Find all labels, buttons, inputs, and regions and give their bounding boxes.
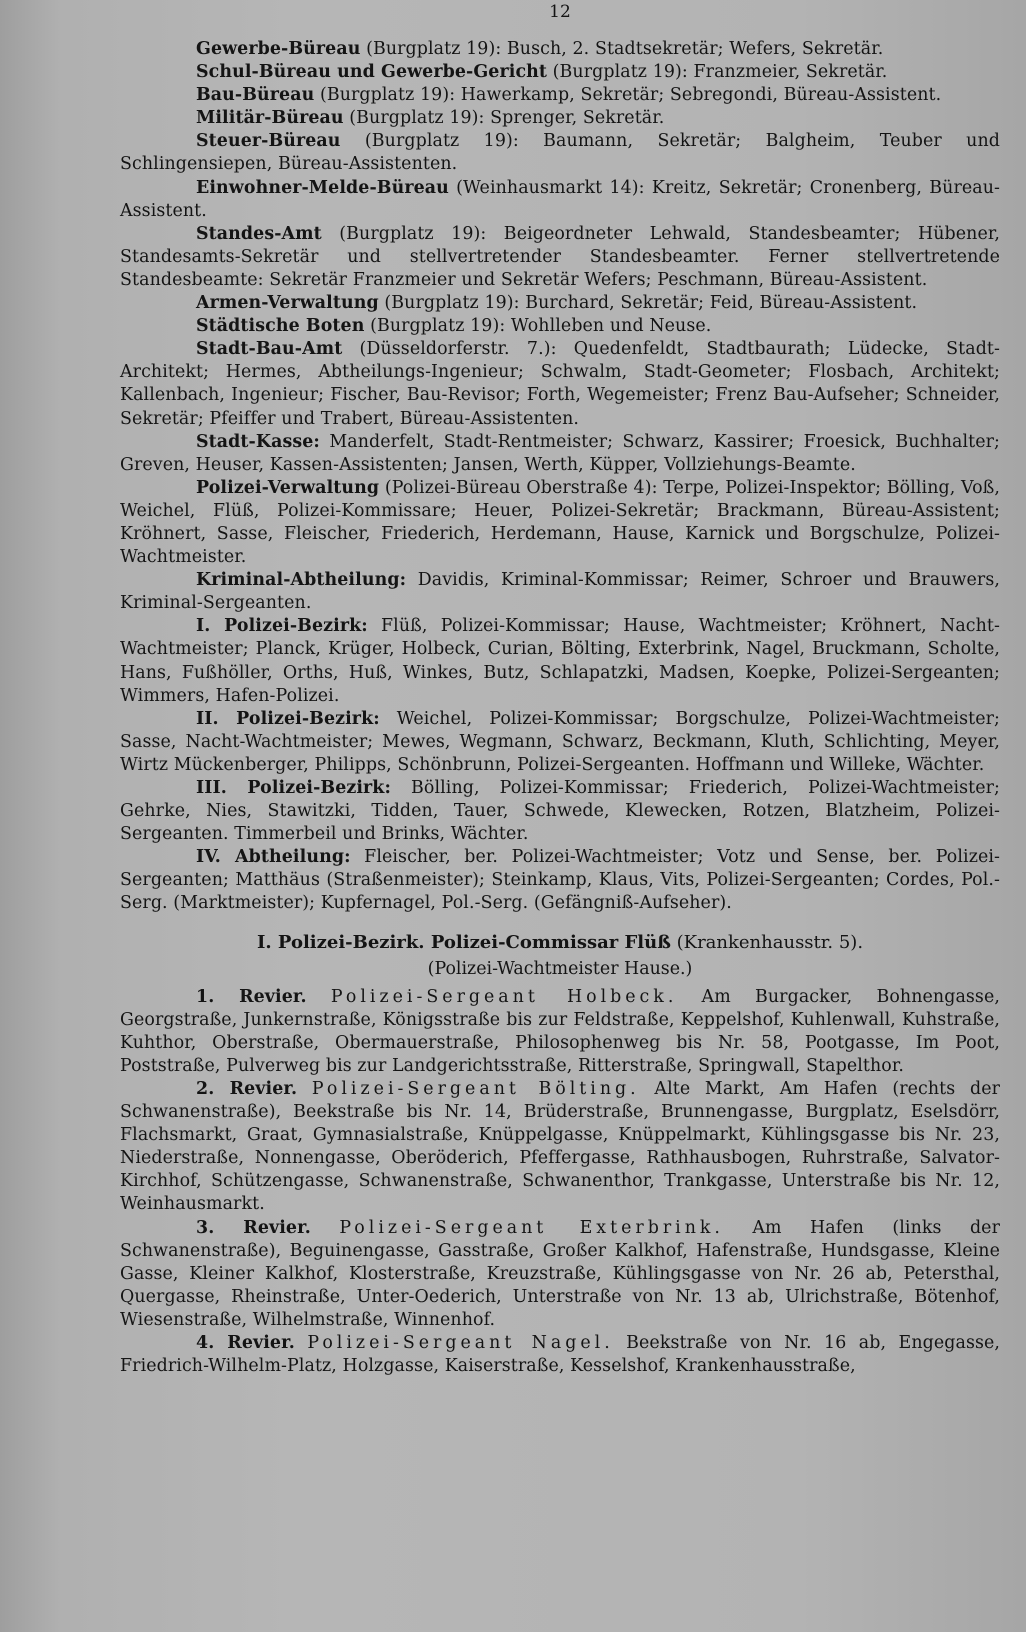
entry-text: Flüß, Polizei-Kommissar; Hause, Wachtmeister; Kröhnert, Nacht-Wachtmeister; Planck, Krüger, Holbeck, Curian, Bölting, Exterbrink, Nagel, Bruckmann, Scholte, Hans, Fußhöller, Orths, Huß, Winkes, Butz, Schlapatzki, Madsen, Koepke, Polizei-Sergeanten; Wimmers, Hafen-Polizei. bbox=[120, 616, 1000, 706]
revier-2 bbox=[120, 1078, 1000, 1217]
revier-label: 1. Revier. bbox=[196, 986, 307, 1007]
entry-heading: Schul-Büreau und Gewerbe-Gericht bbox=[196, 62, 548, 83]
district-title-rest: (Krankenhausstr. 5). bbox=[670, 931, 864, 953]
revier-sergeant: Polizei-Sergeant Bölting. bbox=[311, 1078, 640, 1099]
page-number: 12 bbox=[549, 2, 571, 22]
entry-heading: Polizei-Verwaltung bbox=[196, 477, 380, 498]
entry-text: Davidis, Kriminal-Kommissar; Reimer, Schroer und Brauwers, Kriminal-Sergeanten. bbox=[120, 570, 1000, 614]
revier-sergeant: Polizei-Sergeant Exterbrink. bbox=[339, 1217, 724, 1238]
revier-streets: Am Burgacker, Bohnengasse, Georgstraße, Junkernstraße, Königsstraße bis zur Feldstraße, Keppelshof, Kuhlenwall, Kuhstraße, Kuhthor, Oberstraße, Obermauerstraße, Philosophenweg bis Nr. 58, Pootgasse, Im Poot, Poststraße, Pulverweg bis zur Landgerichtsstraße, Ritterstraße, Springwall, Stapelthor. bbox=[120, 986, 1000, 1076]
entry-heading: Städtische Boten bbox=[196, 316, 365, 337]
revier-label: 4. Revier. bbox=[196, 1332, 295, 1353]
entry-text: (Burgplatz 19): Baumann, Sekretär; Balgheim, Teuber und Schlingensiepen, Büreau-Assistenten. bbox=[120, 131, 1000, 175]
revier-label: 2. Revier. bbox=[196, 1078, 298, 1099]
entry-heading: Stadt-Kasse: bbox=[196, 431, 320, 452]
entry-polizei-bezirk-2 bbox=[120, 708, 1000, 777]
entry-heading: Steuer-Büreau bbox=[196, 131, 341, 152]
entry-text: (Weinhausmarkt 14): Kreitz, Sekretär; Cronenberg, Büreau-Assistent. bbox=[120, 177, 1000, 221]
entry-heading: IV. Abtheilung: bbox=[196, 847, 351, 868]
entry-heading: Kriminal-Abtheilung: bbox=[196, 570, 407, 591]
entry-heading: Bau-Büreau bbox=[196, 85, 315, 106]
entry-steuer-bureau bbox=[120, 130, 1000, 176]
entry-text: (Burgplatz 19): Busch, 2. Stadtsekretär; Wefers, Sekretär. bbox=[360, 39, 884, 59]
entry-polizei-verwaltung bbox=[120, 477, 1000, 569]
entry-heading: Einwohner-Melde-Büreau bbox=[196, 177, 449, 198]
entry-heading: Stadt-Bau-Amt bbox=[196, 339, 343, 360]
revier-streets: Am Hafen (links der Schwanenstraße), Beguinengasse, Gasstraße, Großer Kalkhof, Hafenstraße, Hundsgasse, Kleine Gasse, Kleiner Kalkhof, Klosterstraße, Kreuzstraße, Kühlingsgasse von Nr. 26 ab, Petersthal, Quergasse, Rheinstraße, Unter-Oederich, Unterstraße von Nr. 13 ab, Ulrichstraße, Bötenhof, Wiesenstraße, Wilhelmstraße, Winnenhof. bbox=[120, 1217, 1000, 1330]
entry-heading: III. Polizei-Bezirk: bbox=[196, 778, 391, 798]
revier-label: 3. Revier. bbox=[196, 1217, 311, 1238]
entry-heading: I. Polizei-Bezirk: bbox=[196, 616, 368, 637]
entry-gewerbe-bureau bbox=[120, 38, 1000, 61]
entry-text: (Polizei-Büreau Oberstraße 4): Terpe, Polizei-Inspektor; Bölling, Voß, Weichel, Flüß, Polizei-Kommissare; Heuer, Polizei-Sekretär; Brackmann, Büreau-Assistent; Kröhnert, Sasse, Fleischer, Friederich, Herdemann, Hause, Karnick und Borgschulze, Polizei-Wachtmeister. bbox=[120, 477, 1000, 568]
revier-sergeant: Polizei-Sergeant Nagel. bbox=[307, 1332, 614, 1353]
entry-text: Fleischer, ber. Polizei-Wachtmeister; Votz und Sense, ber. Polizei-Sergeanten; Matthäus (Straßenmeister); Steinkamp, Klaus, Vits, Polizei-Sergeanten; Cordes, Pol.-Serg. (Marktmeister); Kupfernagel, Pol.-Serg. (Gefängniß-Aufseher). bbox=[120, 847, 1000, 914]
entry-text: Bölling, Polizei-Kommissar; Friederich, Polizei-Wachtmeister; Gehrke, Nies, Stawitzki, Tidden, Tauer, Schwede, Klewecken, Rotzen, Blatzheim, Polizei-Sergeanten. Timmerbeil und Brinks, Wächter. bbox=[120, 778, 1001, 845]
entry-polizei-bezirk-3 bbox=[120, 777, 1000, 846]
district-title bbox=[120, 930, 1000, 956]
entry-text: Manderfelt, Stadt-Rentmeister; Schwarz, Kassirer; Froesick, Buchhalter; Greven, Heuser, Kassen-Assistenten; Jansen, Werth, Küpper, Vollziehungs-Beamte. bbox=[120, 431, 1000, 475]
revier-list bbox=[120, 986, 1000, 1379]
entry-stadt-kasse bbox=[120, 431, 1000, 477]
revier-3 bbox=[120, 1217, 1000, 1332]
revier-sergeant: Polizei-Sergeant Holbeck. bbox=[330, 986, 678, 1007]
entry-heading: Armen-Verwaltung bbox=[196, 293, 379, 314]
entry-heading: Militär-Büreau bbox=[196, 108, 344, 129]
entry-text: (Burgplatz 19): Franzmeier, Sekretär. bbox=[547, 62, 888, 83]
entry-heading: Standes-Amt bbox=[196, 223, 322, 244]
entry-text: (Burgplatz 19): Beigeordneter Lehwald, Standesbeamter; Hübener, Standesamts-Sekretär und stellvertretender Standesbeamter. Ferner stellvertretende Standesbeamte: Sekretär Franzmeier und Sekretär Wefers; Peschmann, Büreau-Assistent. bbox=[120, 223, 1000, 290]
entry-text: (Burgplatz 19): Sprenger, Sekretär. bbox=[343, 108, 665, 129]
entry-heading: II. Polizei-Bezirk: bbox=[196, 708, 380, 729]
entry-text: Weichel, Polizei-Kommissar; Borgschulze, Polizei-Wachtmeister; Sasse, Nacht-Wachtmeister; Mewes, Wegmann, Schwarz, Beckmann, Kluth, Schlichting, Meyer, Wirtz Mückenberger, Philipps, Schönbrunn, Polizei-Sergeanten. Hoffmann und Willeke, Wächter. bbox=[120, 708, 1001, 775]
entry-schul-bureau bbox=[120, 61, 1000, 84]
directory-list bbox=[120, 38, 1000, 916]
entry-text: (Burgplatz 19): Burchard, Sekretär; Feid, Büreau-Assistent. bbox=[378, 293, 918, 314]
district-title-bold: I. Polizei-Bezirk. Polizei-Commissar Flüß bbox=[256, 931, 671, 953]
entry-militaer-bureau bbox=[120, 107, 1000, 130]
revier-streets: Beekstraße von Nr. 16 ab, Engegasse, Friedrich-Wilhelm-Platz, Holzgasse, Kaiserstraße, Kesselshof, Krankenhausstraße, bbox=[120, 1332, 1001, 1377]
entry-staedtische-boten bbox=[120, 315, 1000, 338]
entry-heading: Gewerbe-Büreau bbox=[196, 39, 361, 59]
district-subtitle: (Polizei-Wachtmeister Hause.) bbox=[427, 958, 693, 979]
entry-bau-bureau bbox=[120, 84, 1000, 107]
entry-stadt-bau-amt bbox=[120, 338, 1000, 430]
revier-4 bbox=[120, 1332, 1000, 1378]
revier-1 bbox=[120, 986, 1000, 1078]
entry-einwohner-melde-bureau bbox=[120, 177, 1000, 223]
entry-text: (Düsseldorferstr. 7.): Quedenfeldt, Stadtbaurath; Lüdecke, Stadt-Architekt; Hermes, Abtheilungs-Ingenieur; Schwalm, Stadt-Geometer; Flosbach, Architekt; Kallenbach, Ingenieur; Fischer, Bau-Revisor; Forth, Wegemeister; Frenz Bau-Aufseher; Schneider, Sekretär; Pfeiffer und Trabert, Büreau-Assistenten. bbox=[120, 339, 1000, 429]
entry-kriminal-abtheilung bbox=[120, 569, 1000, 615]
district-heading bbox=[120, 930, 1000, 982]
entry-text: (Burgplatz 19): Wohlleben und Neuse. bbox=[364, 316, 712, 337]
revier-streets: Alte Markt, Am Hafen (rechts der Schwanenstraße), Beekstraße bis Nr. 14, Brüderstraße, Brunnengasse, Burgplatz, Eselsdörr, Flachsmarkt, Graat, Gymnasialstraße, Knüppelgasse, Knüppelmarkt, Kühlingsgasse bis Nr. 23, Niederstraße, Nonnengasse, Oberöderich, Pfeffergasse, Rathhausbogen, Ruhrstraße, Salvator-Kirchhof, Schützengasse, Schwanenstraße, Schwanenthor, Trankgasse, Unterstraße bis Nr. 12, Weinhausmarkt. bbox=[120, 1078, 1001, 1215]
entry-abtheilung-4 bbox=[120, 846, 1000, 915]
entry-polizei-bezirk-1 bbox=[120, 615, 1000, 707]
entry-armen-verwaltung bbox=[120, 292, 1000, 315]
entry-text: (Burgplatz 19): Hawerkamp, Sekretär; Sebregondi, Büreau-Assistent. bbox=[314, 85, 942, 106]
entry-standes-amt bbox=[120, 223, 1000, 292]
